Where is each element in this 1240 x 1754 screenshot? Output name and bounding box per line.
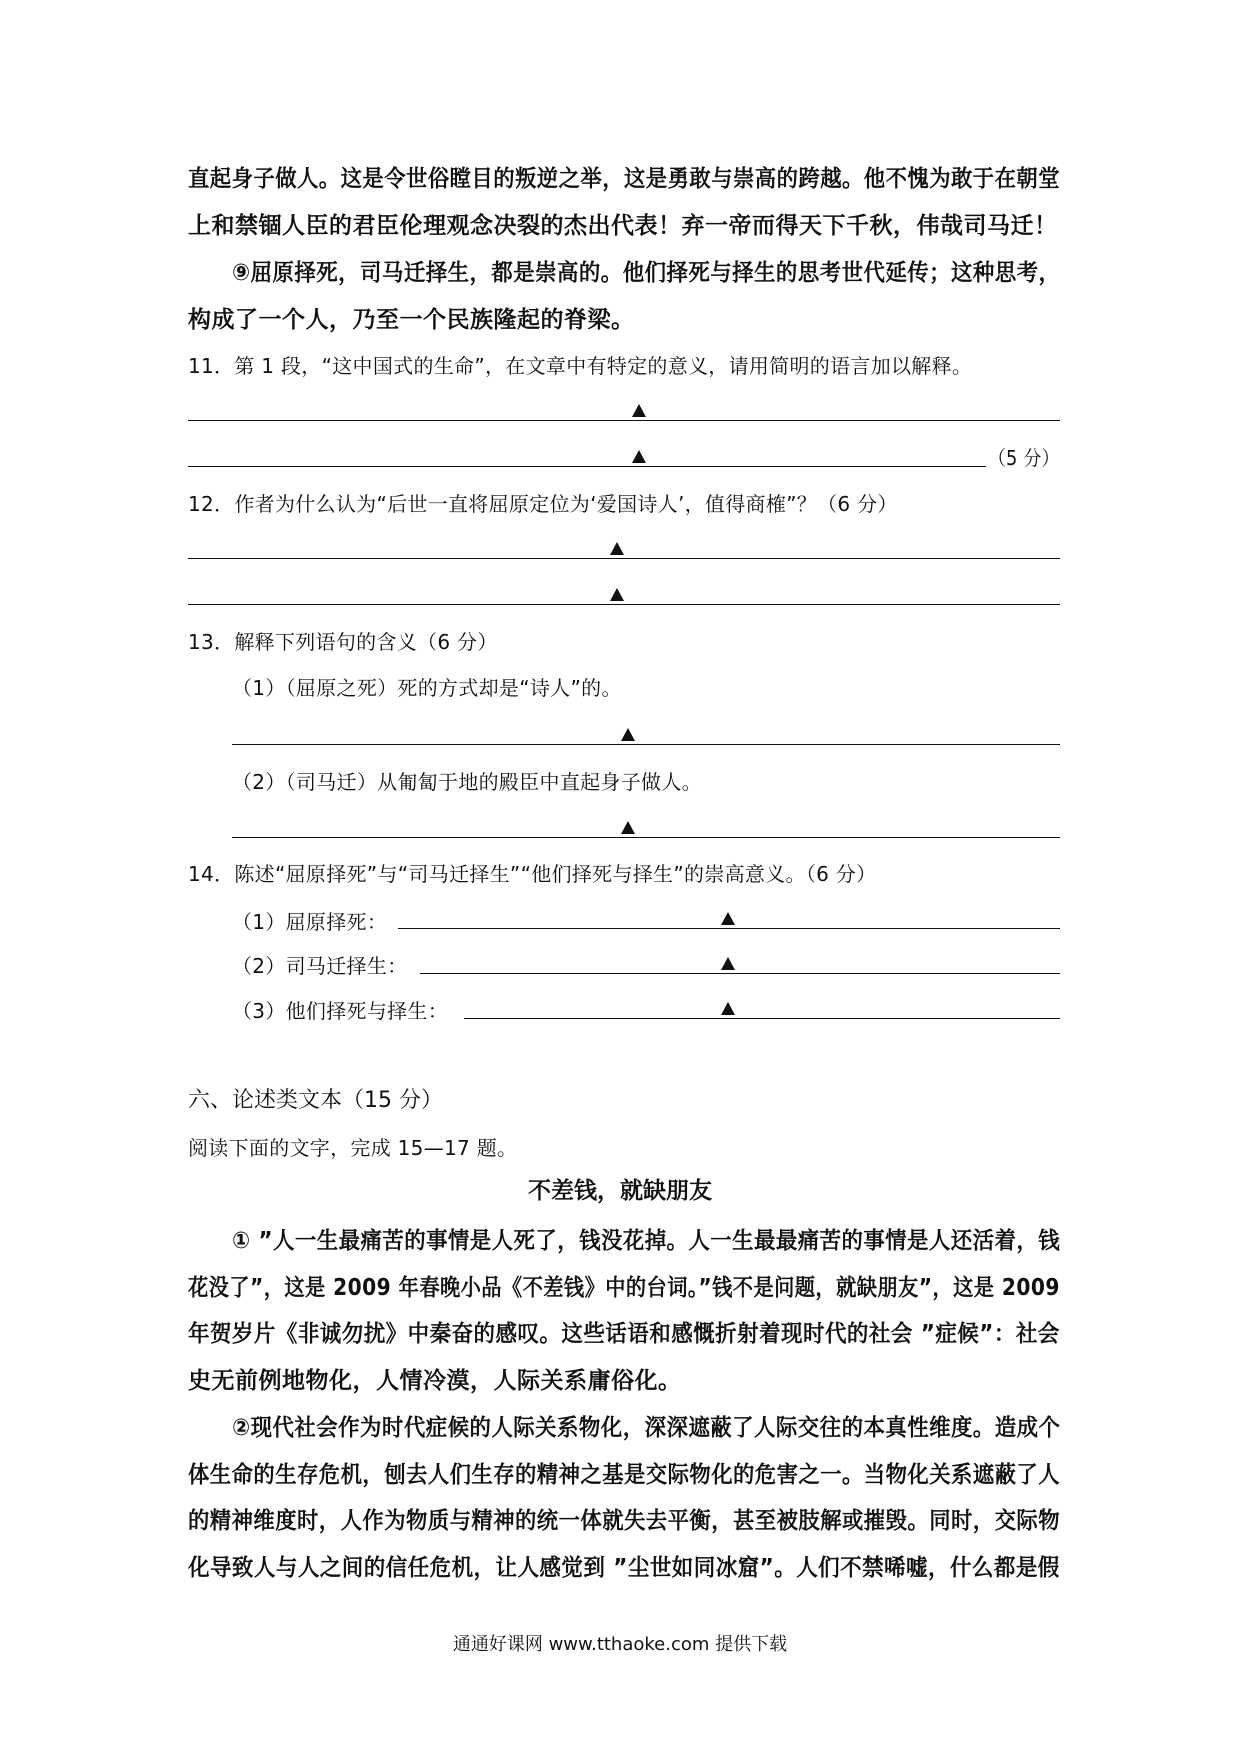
answer-mark-icon xyxy=(610,542,624,555)
answer-line[interactable] xyxy=(188,558,1060,559)
passage-line: 体生命的生存危机，刨去人们生存的精神之基是交际物化的危害之一。当物化关系遮蔽了人 xyxy=(188,1462,1060,1488)
passage-line: 年贺岁片《非诚勿扰》中秦奋的感叹。这些话语和感慨折射着现时代的社会 ”症候”：社会 xyxy=(188,1321,1060,1347)
question-13-item-2: （2）（司马迁）从匍匐于地的殿臣中直起身子做人。 xyxy=(232,770,702,794)
answer-mark-icon xyxy=(721,957,735,970)
question-14-item-3: （3）他们择死与择生： xyxy=(232,999,449,1023)
answer-line[interactable] xyxy=(232,837,1060,838)
passage-line: 的精神维度时，人作为物质与精神的统一体就失去平衡，甚至被肢解或摧毁。同时，交际物 xyxy=(188,1508,1060,1534)
section-heading: 六、论述类文本（15 分） xyxy=(188,1088,443,1113)
passage-title: 不差钱，就缺朋友 xyxy=(528,1178,712,1204)
score-label: （5 分） xyxy=(988,446,1060,470)
question-12: 12．作者为什么认为“后世一直将屈原定位为‘爱国诗人’，值得商榷”？（6 分） xyxy=(188,492,898,516)
passage-line: 史无前例地物化，人情冷漠，人际关系庸俗化。 xyxy=(188,1368,682,1394)
answer-line[interactable] xyxy=(188,466,986,467)
prose-line: 直起身子做人。这是令世俗瞠目的叛逆之举，这是勇敢与崇高的跨越。他不愧为敢于在朝堂 xyxy=(188,166,1060,192)
answer-mark-icon xyxy=(721,912,735,925)
answer-line[interactable] xyxy=(232,744,1060,745)
answer-mark-icon xyxy=(621,728,635,741)
answer-mark-icon xyxy=(621,821,635,834)
prose-line: 构成了一个人，乃至一个民族隆起的脊梁。 xyxy=(188,307,635,333)
answer-line[interactable] xyxy=(188,604,1060,605)
answer-line[interactable] xyxy=(420,973,1060,974)
prose-line: ⑨屈原择死，司马迁择生，都是崇高的。他们择死与择生的思考世代延传；这种思考， xyxy=(232,260,1061,286)
passage-line: ① ”人一生最痛苦的事情是人死了，钱没花掉。人一生最最痛苦的事情是人还活着，钱 xyxy=(232,1228,1061,1254)
passage-line: ②现代社会作为时代症候的人际关系物化，深深遮蔽了人际交往的本真性维度。造成个 xyxy=(232,1415,1061,1441)
answer-line[interactable] xyxy=(188,420,1060,421)
answer-mark-icon xyxy=(721,1002,735,1015)
answer-line[interactable] xyxy=(398,928,1060,929)
page-footer: 通通好课网 www.tthaoke.com 提供下载 xyxy=(452,1634,788,1655)
passage-line: 花没了”，这是 2009 年春晚小品《不差钱》中的台词。”钱不是问题，就缺朋友”，这是 2009 xyxy=(188,1275,1060,1301)
question-14-item-2: （2）司马迁择生： xyxy=(232,954,408,978)
question-14: 14．陈述“屈原择死”与“司马迁择生”“他们择死与择生”的崇高意义。（6 分） xyxy=(188,862,877,886)
passage-line: 化导致人与人之间的信任危机，让人感觉到 ”尘世如同冰窟”。人们不禁唏嘘，什么都是假 xyxy=(188,1555,1060,1581)
question-14-item-1: （1）屈原择死： xyxy=(232,910,388,934)
answer-line[interactable] xyxy=(464,1018,1060,1019)
answer-mark-icon xyxy=(632,450,646,463)
question-13-item-1: （1）（屈原之死）死的方式却是“诗人”的。 xyxy=(232,676,622,700)
section-instruction: 阅读下面的文字，完成 15—17 题。 xyxy=(188,1136,518,1160)
question-11: 11．第 1 段，“这中国式的生命”，在文章中有特定的意义，请用简明的语言加以解释。 xyxy=(188,354,973,378)
answer-mark-icon xyxy=(610,588,624,601)
answer-mark-icon xyxy=(632,404,646,417)
prose-line: 上和禁锢人臣的君臣伦理观念决裂的杰出代表！弃一帝而得天下千秋，伟哉司马迁！ xyxy=(188,213,1058,239)
question-13: 13．解释下列语句的含义（6 分） xyxy=(188,630,498,654)
